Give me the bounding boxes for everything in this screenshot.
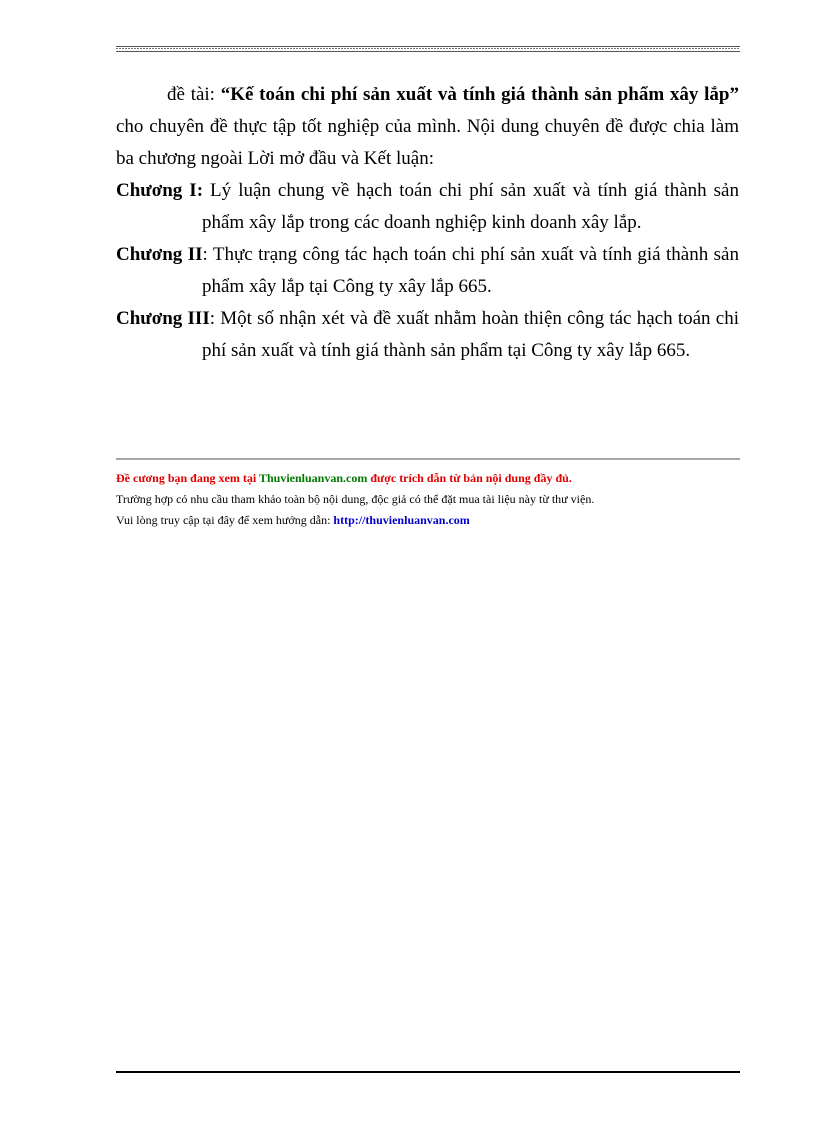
notice-site-name: Thuvienluanvan.com [258, 471, 368, 485]
chapter-2-text-1: : Thực trạng công tác hạch toán chi phí sản xuất và tính giá thành sản [202, 244, 739, 265]
document-body [116, 79, 739, 367]
notice-text-3: Vui lòng truy cập tại đây để xem hướng dẫn: [116, 513, 334, 527]
intro-prefix: đề tài: [167, 84, 221, 105]
chapter-2-text-2: phẩm xây lắp tại Công ty xây lắp 665. [202, 276, 492, 297]
notice-link[interactable]: http://thuvienluanvan.com [333, 513, 470, 527]
notice-text-1b: được trích dẫn từ bản nội dung đầy đủ. [367, 471, 572, 485]
notice-line-1 [116, 468, 594, 489]
chapter-3-label: Chương III [116, 308, 210, 329]
chapter-1-text-2: phẩm xây lắp trong các doanh nghiệp kinh doanh xây lắp. [202, 212, 642, 233]
chapter-1-text-1: Lý luận chung về hạch toán chi phí sản xuất và tính giá thành sản [203, 180, 739, 201]
footer-rule [116, 1071, 740, 1073]
chapter-1-line-1 [116, 175, 739, 207]
notice-line-3 [116, 510, 594, 531]
chapter-2-line-1 [116, 239, 739, 271]
source-notice [116, 468, 594, 531]
chapter-3-text-2: phí sản xuất và tính giá thành sản phẩm tại Công ty xây lắp 665. [202, 340, 691, 361]
header-rule [116, 46, 740, 52]
chapter-2 [116, 239, 739, 303]
chapter-3-line-1 [116, 303, 739, 335]
notice-line-2: Trường hợp có nhu cầu tham khảo toàn bộ nội dung, độc giả có thể đặt mua tài liệu này từ thư viện. [116, 492, 595, 506]
chapter-3 [116, 303, 739, 367]
intro-line-2: cho chuyên đề thực tập tốt nghiệp của mình. Nội dung chuyên đề được chia làm [116, 116, 739, 137]
intro-line-3: ba chương ngoài Lời mở đầu và Kết luận: [116, 148, 434, 169]
chapter-1 [116, 175, 739, 239]
chapter-3-text-1: : Một số nhận xét và đề xuất nhằm hoàn thiện công tác hạch toán chi [209, 308, 739, 329]
notice-text-1a: Đề cương bạn đang xem tại [116, 471, 259, 485]
intro-line-1 [116, 79, 739, 111]
chapter-1-label: Chương I: [116, 180, 204, 201]
chapter-2-label: Chương II [116, 244, 203, 265]
topic-title: “Kế toán chi phí sản xuất và tính giá thành sản phẩm xây lắp” [220, 84, 740, 105]
notice-separator [116, 458, 740, 460]
